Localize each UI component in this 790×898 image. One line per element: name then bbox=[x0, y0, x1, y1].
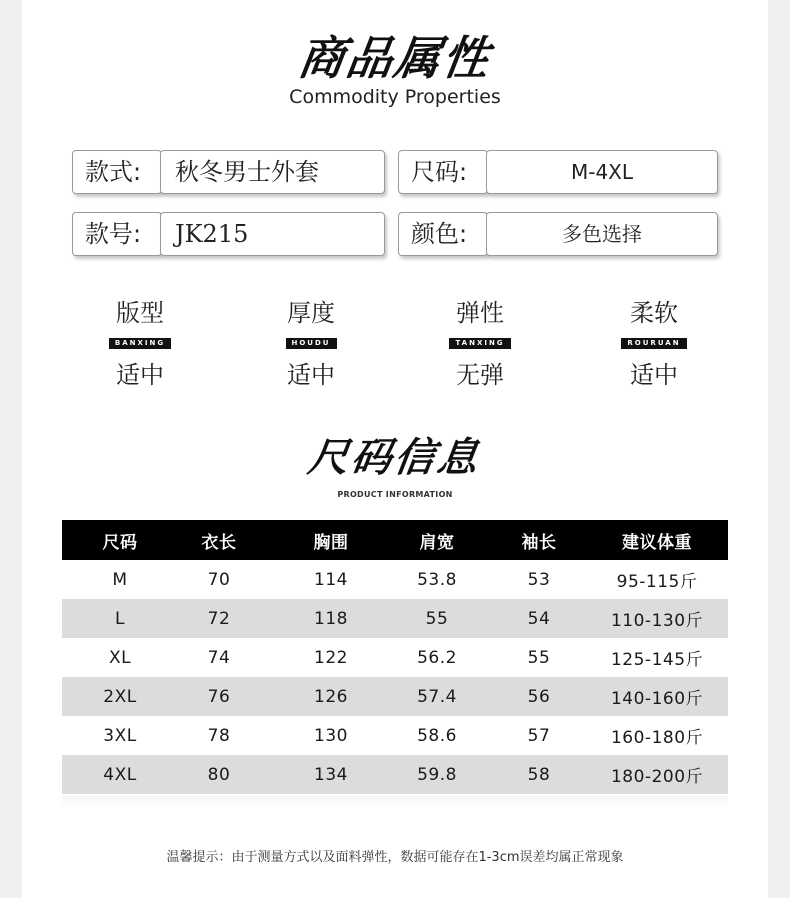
header-chest: 胸围 bbox=[313, 532, 349, 553]
cell-chest: 118 bbox=[314, 608, 348, 629]
cell-chest: 130 bbox=[314, 725, 348, 746]
attribute-elasticity bbox=[410, 296, 550, 391]
cell-size: 4XL bbox=[103, 764, 137, 785]
cell-size: L bbox=[115, 608, 125, 629]
cell-length: 80 bbox=[207, 764, 231, 785]
cell-sleeve: 55 bbox=[527, 647, 551, 668]
model-value-box bbox=[160, 212, 385, 256]
color-label-box bbox=[398, 212, 488, 256]
attribute-tag: TANXING bbox=[449, 338, 510, 349]
size-value-box bbox=[486, 150, 718, 194]
size-label: 尺码: bbox=[411, 158, 468, 186]
cell-length: 76 bbox=[207, 686, 231, 707]
cell-size: M bbox=[112, 569, 128, 590]
cell-sleeve: 53 bbox=[527, 569, 551, 590]
style-value-box bbox=[160, 150, 385, 194]
attribute-tag: ROURUAN bbox=[621, 338, 686, 349]
attribute-value: 适中 bbox=[116, 361, 164, 389]
attribute-tag: HOUDU bbox=[286, 338, 337, 349]
color-value: 多色选择 bbox=[562, 222, 642, 246]
cell-shoulder: 58.6 bbox=[417, 725, 457, 746]
cell-chest: 134 bbox=[314, 764, 348, 785]
size-info-subtitle: PRODUCT INFORMATION bbox=[337, 490, 453, 499]
header-sleeve: 袖长 bbox=[521, 532, 557, 553]
attribute-tag: BANXING bbox=[109, 338, 171, 349]
table-fade bbox=[62, 796, 728, 806]
color-label: 颜色: bbox=[411, 220, 468, 248]
size-label-box bbox=[398, 150, 488, 194]
attribute-thickness bbox=[241, 296, 381, 391]
attribute-name: 柔软 bbox=[630, 299, 678, 327]
cell-sleeve: 57 bbox=[527, 725, 551, 746]
cell-chest: 126 bbox=[314, 686, 348, 707]
page-subtitle: Commodity Properties bbox=[289, 86, 501, 108]
cell-size: 2XL bbox=[103, 686, 137, 707]
style-label-box bbox=[72, 150, 162, 194]
model-label: 款号: bbox=[85, 220, 142, 248]
measurement-note: 温馨提示：由于测量方式以及面料弹性，数据可能存在1-3cm误差均属正常现象 bbox=[166, 850, 624, 865]
cell-length: 72 bbox=[207, 608, 231, 629]
cell-shoulder: 55 bbox=[425, 608, 449, 629]
attribute-fit bbox=[70, 296, 210, 391]
cell-weight: 95-115斤 bbox=[616, 572, 698, 592]
model-label-box bbox=[72, 212, 162, 256]
cell-weight: 160-180斤 bbox=[610, 728, 704, 748]
cell-length: 74 bbox=[207, 647, 231, 668]
cell-length: 78 bbox=[207, 725, 231, 746]
cell-weight: 180-200斤 bbox=[610, 767, 704, 787]
attribute-value: 无弹 bbox=[456, 361, 504, 389]
header-size: 尺码 bbox=[102, 532, 138, 553]
style-value: 秋冬男士外套 bbox=[175, 158, 319, 186]
cell-weight: 110-130斤 bbox=[610, 611, 704, 631]
style-label: 款式: bbox=[85, 158, 142, 186]
model-value: JK215 bbox=[175, 220, 249, 248]
cell-shoulder: 53.8 bbox=[417, 569, 457, 590]
size-info-title: 尺码信息 bbox=[305, 435, 484, 481]
cell-sleeve: 56 bbox=[527, 686, 551, 707]
size-value: M-4XL bbox=[570, 160, 634, 184]
size-table bbox=[62, 520, 728, 794]
cell-size: 3XL bbox=[103, 725, 137, 746]
cell-length: 70 bbox=[207, 569, 231, 590]
cell-size: XL bbox=[108, 647, 132, 668]
cell-shoulder: 56.2 bbox=[417, 647, 457, 668]
table-row bbox=[62, 755, 728, 794]
cell-sleeve: 54 bbox=[527, 608, 551, 629]
attribute-softness bbox=[584, 296, 724, 391]
attribute-value: 适中 bbox=[287, 361, 335, 389]
cell-shoulder: 59.8 bbox=[417, 764, 457, 785]
attribute-name: 弹性 bbox=[456, 299, 504, 327]
cell-shoulder: 57.4 bbox=[417, 686, 457, 707]
table-row bbox=[62, 716, 728, 755]
color-value-box bbox=[486, 212, 718, 256]
page-title: 商品属性 bbox=[294, 31, 495, 85]
cell-sleeve: 58 bbox=[527, 764, 551, 785]
header-shoulder: 肩宽 bbox=[419, 532, 455, 553]
table-header-row bbox=[62, 520, 728, 560]
table-row bbox=[62, 677, 728, 716]
table-row bbox=[62, 560, 728, 599]
table-row bbox=[62, 638, 728, 677]
attribute-value: 适中 bbox=[630, 361, 678, 389]
attribute-name: 版型 bbox=[116, 299, 164, 327]
header-length: 衣长 bbox=[201, 532, 237, 553]
header-weight: 建议体重 bbox=[622, 532, 692, 553]
attribute-name: 厚度 bbox=[287, 299, 335, 327]
cell-weight: 125-145斤 bbox=[610, 650, 704, 670]
table-row bbox=[62, 599, 728, 638]
cell-chest: 122 bbox=[314, 647, 348, 668]
cell-weight: 140-160斤 bbox=[610, 689, 704, 709]
cell-chest: 114 bbox=[314, 569, 348, 590]
